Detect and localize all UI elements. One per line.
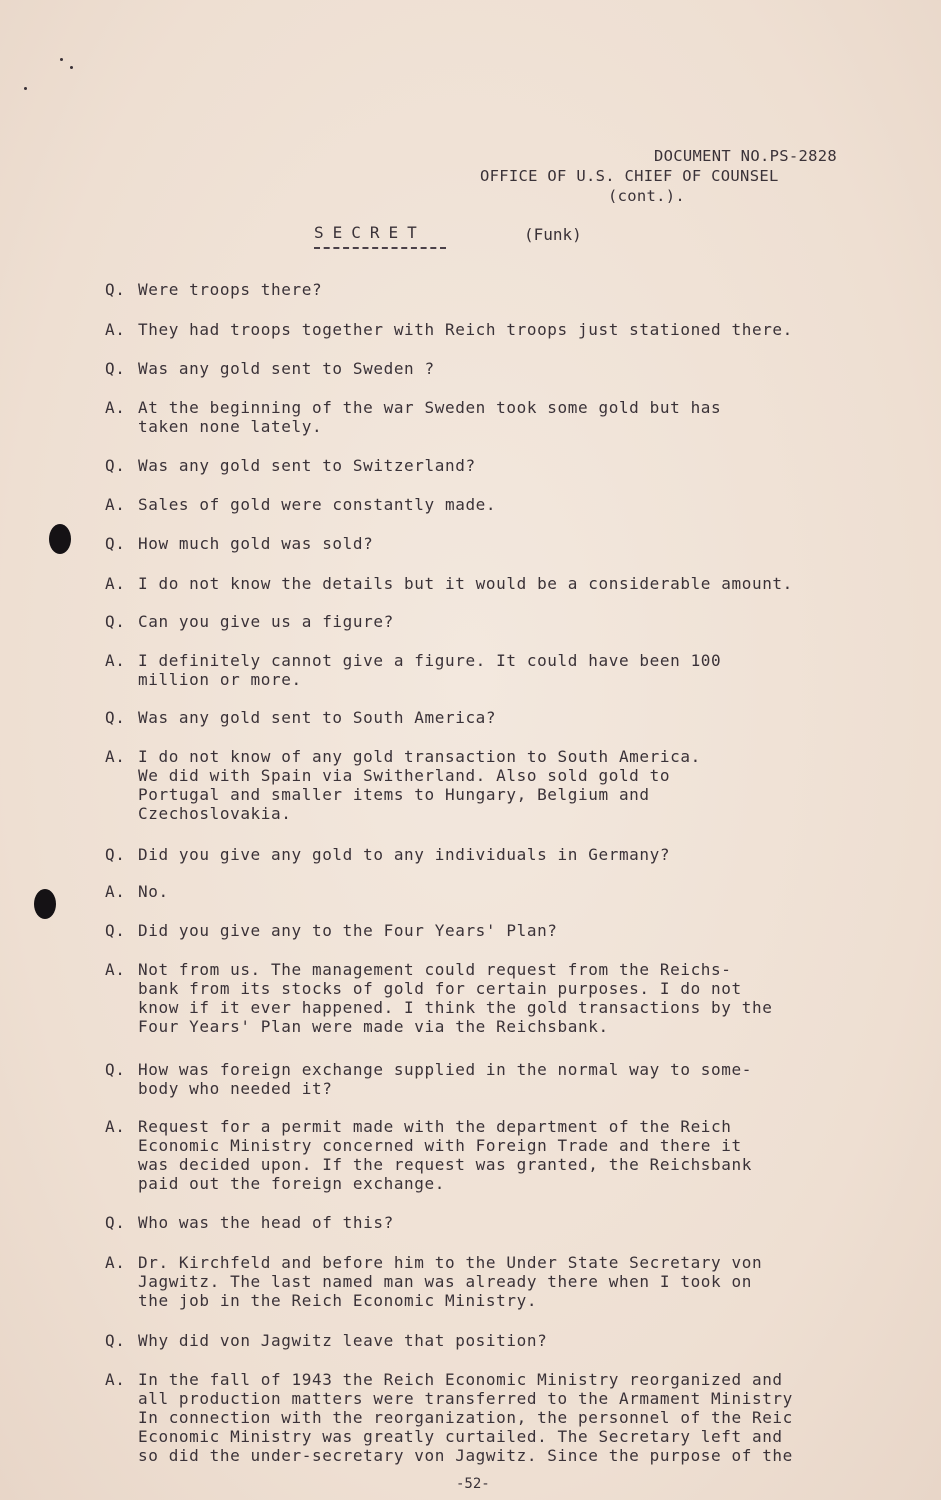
entry-text: Sales of gold were constantly made. — [138, 495, 497, 514]
entry-marker: Q. — [105, 708, 126, 727]
question-entry — [105, 359, 895, 378]
entry-text: Was any gold sent to Switzerland? — [138, 456, 476, 475]
entry-text: I do not know the details but it would be a considerable amount. — [138, 574, 793, 593]
page-number: -52- — [456, 1476, 490, 1492]
question-entry — [105, 1060, 895, 1098]
entry-marker: Q. — [105, 1060, 126, 1079]
answer-entry — [105, 1117, 895, 1193]
entry-text: In the fall of 1943 the Reich Economic Ministry reorganized and all production matters were transferred to the Armament Ministry In connection with the reorganization, the personnel of the Reic Economic Ministry was greatly curtailed. The Secretary left and so did the under-secretary von Jagwitz. Since the purpose of the — [138, 1370, 793, 1465]
entry-text: Did you give any gold to any individuals in Germany? — [138, 845, 671, 864]
entry-marker: A. — [105, 574, 126, 593]
entry-marker: A. — [105, 398, 126, 417]
continued-note: (cont.). — [608, 187, 686, 205]
question-entry — [105, 534, 895, 553]
entry-marker: Q. — [105, 359, 126, 378]
entry-text: Were troops there? — [138, 280, 323, 299]
entry-marker: Q. — [105, 456, 126, 475]
entry-marker: A. — [105, 1253, 126, 1272]
question-entry — [105, 612, 895, 631]
entry-marker: Q. — [105, 534, 126, 553]
classification-label: SECRET — [314, 223, 426, 242]
entry-text: How was foreign exchange supplied in the normal way to some- body who needed it? — [138, 1060, 752, 1098]
entry-marker: A. — [105, 495, 126, 514]
answer-entry — [105, 320, 895, 339]
entry-text: Request for a permit made with the department of the Reich Economic Ministry concerned with Foreign Trade and there it was decided upon. If the request was granted, the Reichsbank paid out the foreign exchange. — [138, 1117, 752, 1193]
entry-text: I definitely cannot give a figure. It could have been 100 million or more. — [138, 651, 722, 689]
question-entry — [105, 1331, 895, 1350]
entry-marker: A. — [105, 882, 126, 901]
entry-marker: A. — [105, 1370, 126, 1389]
document-number: DOCUMENT NO.PS-2828 — [654, 147, 838, 165]
answer-entry — [105, 574, 895, 593]
entry-marker: Q. — [105, 280, 126, 299]
answer-entry — [105, 651, 895, 689]
classification-underline — [314, 247, 446, 249]
entry-marker: A. — [105, 960, 126, 979]
entry-text: How much gold was sold? — [138, 534, 374, 553]
entry-marker: Q. — [105, 1213, 126, 1232]
entry-text: At the beginning of the war Sweden took some gold but has taken none lately. — [138, 398, 722, 436]
question-entry — [105, 845, 895, 864]
entry-text: No. — [138, 882, 169, 901]
answer-entry — [105, 960, 895, 1036]
entry-marker: Q. — [105, 1331, 126, 1350]
office-title: OFFICE OF U.S. CHIEF OF COUNSEL — [480, 167, 779, 185]
entry-marker: A. — [105, 320, 126, 339]
answer-entry — [105, 747, 895, 823]
entry-text: Did you give any to the Four Years' Plan? — [138, 921, 558, 940]
punch-hole — [49, 524, 71, 554]
entry-marker: A. — [105, 747, 126, 766]
question-entry — [105, 1213, 895, 1232]
paper-fleck — [24, 87, 27, 90]
entry-text: Was any gold sent to Sweden ? — [138, 359, 435, 378]
answer-entry — [105, 882, 895, 901]
entry-marker: A. — [105, 651, 126, 670]
answer-entry — [105, 1370, 895, 1465]
punch-hole — [34, 889, 56, 919]
entry-text: Can you give us a figure? — [138, 612, 394, 631]
answer-entry — [105, 1253, 895, 1310]
answer-entry — [105, 398, 895, 436]
question-entry — [105, 708, 895, 727]
entry-marker: A. — [105, 1117, 126, 1136]
question-entry — [105, 280, 895, 299]
paper-fleck — [70, 66, 73, 69]
entry-marker: Q. — [105, 612, 126, 631]
entry-marker: Q. — [105, 845, 126, 864]
entry-text: Who was the head of this? — [138, 1213, 394, 1232]
answer-entry — [105, 495, 895, 514]
entry-text: Why did von Jagwitz leave that position? — [138, 1331, 548, 1350]
question-entry — [105, 456, 895, 475]
question-entry — [105, 921, 895, 940]
entry-text: Not from us. The management could request from the Reichs- bank from its stocks of gold for certain purposes. I do not know if it ever happened. I think the gold transactions by the Four Years' Plan were made via the Reichsbank. — [138, 960, 773, 1036]
entry-text: I do not know of any gold transaction to South America. We did with Spain via Switherland. Also sold gold to Portugal and smaller items to Hungary, Belgium and Czechoslovakia. — [138, 747, 701, 823]
entry-text: Dr. Kirchfeld and before him to the Under State Secretary von Jagwitz. The last named man was already there when I took on the job in the Reich Economic Ministry. — [138, 1253, 763, 1310]
paper-fleck — [60, 58, 63, 61]
entry-text: They had troops together with Reich troops just stationed there. — [138, 320, 793, 339]
subject-name: (Funk) — [524, 225, 582, 244]
entry-marker: Q. — [105, 921, 126, 940]
entry-text: Was any gold sent to South America? — [138, 708, 497, 727]
